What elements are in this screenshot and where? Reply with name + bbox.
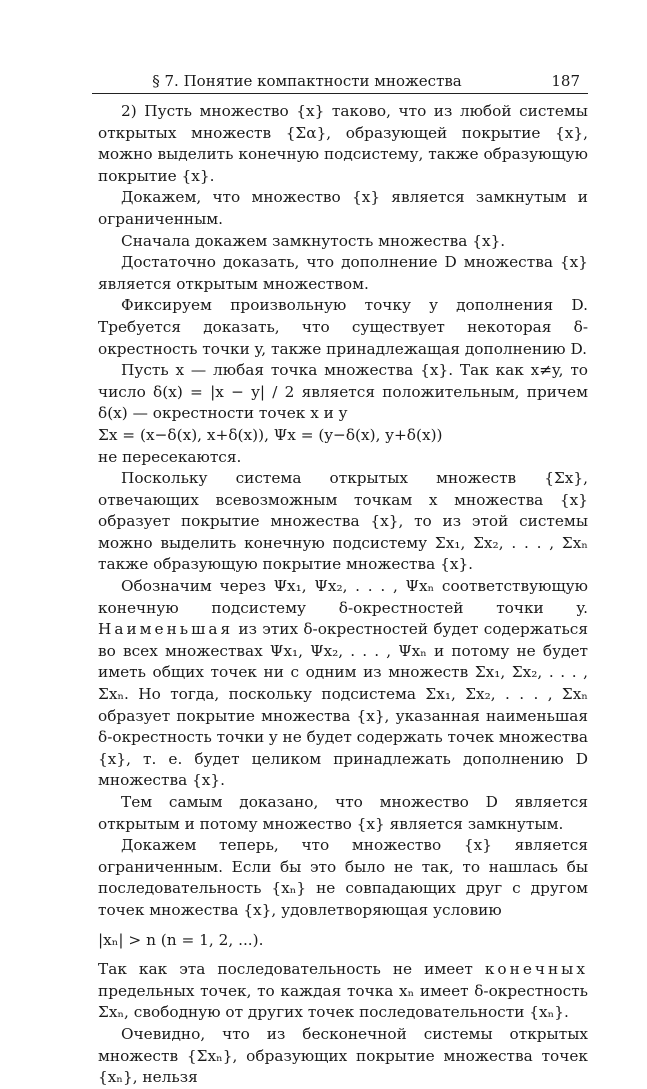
formula-neighborhoods: Σx = (x−δ(x), x+δ(x)), Ψx = (y−δ(x), y+δ(x)) [98, 425, 443, 444]
paragraph-4: Достаточно доказать, что дополнение D множества {x} является открытым множеством. [98, 253, 588, 293]
emphasis-finite: конечных [484, 960, 588, 979]
page-body [98, 101, 588, 1089]
paragraph-9-part-b: из этих δ-окрестностей будет содержаться во всех множествах Ψx₁, Ψx₂, . . . , Ψxₙ и потому не будет иметь общих точек ни с одним из множеств Σx₁, Σx₂, . . . , Σxₙ. Но тогда, поскольку подсистема Σx₁, Σx₂, . . . , Σxₙ образует покрытие множества {x}, указанная наименьшая δ-окрестность точки y не будет содержать точек множества {x}, т. е. будет целиком принадлежать дополнению D множества {x}. [98, 620, 589, 790]
paragraph-2: Докажем, что множество {x} является замкнутым и ограниченным. [98, 188, 588, 228]
page-number: 187 [551, 72, 580, 90]
emphasis-smallest: Наименьшая [98, 620, 234, 639]
paragraph-7: не пересекаются. [98, 447, 242, 466]
chapter-title: § 7. Понятие компактности множества [152, 72, 462, 90]
paragraph-9 [98, 576, 588, 792]
paragraph-11: Докажем теперь, что множество {x} является ограниченным. Если бы это было не так, то нашлась бы последовательность {xₙ} не совпадающих друг с другом точек множества {x}, удовлетворяющая условию [98, 836, 588, 919]
paragraph-5: Фиксируем произвольную точку y дополнения D. Требуется доказать, что существует некоторая δ-окрестность точки y, также принадлежащая дополнению D. [98, 296, 588, 358]
paragraph-3: Сначала докажем замкнутость множества {x}. [121, 231, 506, 250]
header-rule [92, 93, 588, 94]
paragraph-6: Пусть x — любая точка множества {x}. Так как x≠y, то число δ(x) = |x − y| / 2 является положительным, причем δ(x) — окрестности точек x и y [98, 361, 588, 423]
paragraph-8: Поскольку система открытых множеств {Σx}, отвечающих всевозможным точкам x множества {x} образует покрытие множества {x}, то из этой системы можно выделить конечную подсистему Σx₁, Σx₂, . . . , Σxₙ также образующую покрытие множества {x}. [98, 469, 588, 574]
paragraph-12 [98, 959, 588, 1024]
paragraph-1: 2) Пусть множество {x} таково, что из любой системы открытых множеств {Σα}, образующей покрытие {x}, можно выделить конечную подсистему, также образующую покрытие {x}. [98, 102, 588, 185]
paragraph-13: Очевидно, что из бесконечной системы открытых множеств {Σxₙ}, образующих покрытие множества точек {xₙ}, нельзя [98, 1024, 588, 1087]
running-header [92, 72, 588, 92]
paragraph-10: Тем самым доказано, что множество D является открытым и потому множество {x} является замкнутым. [98, 793, 588, 833]
paragraph-12-part-b: предельных точек, то каждая точка xₙ имеет δ-окрестность Σxₙ, свободную от других точек последовательности {xₙ}. [98, 981, 588, 1022]
paragraph-9-part-a: Обозначим через Ψx₁, Ψx₂, . . . , Ψxₙ соответствующую конечную подсистему δ-окрестностей точки y. [98, 577, 588, 617]
formula-condition: |xₙ| > n (n = 1, 2, ...). [98, 930, 264, 949]
paragraph-12-part-a: Так как эта последовательность не имеет [98, 960, 473, 979]
